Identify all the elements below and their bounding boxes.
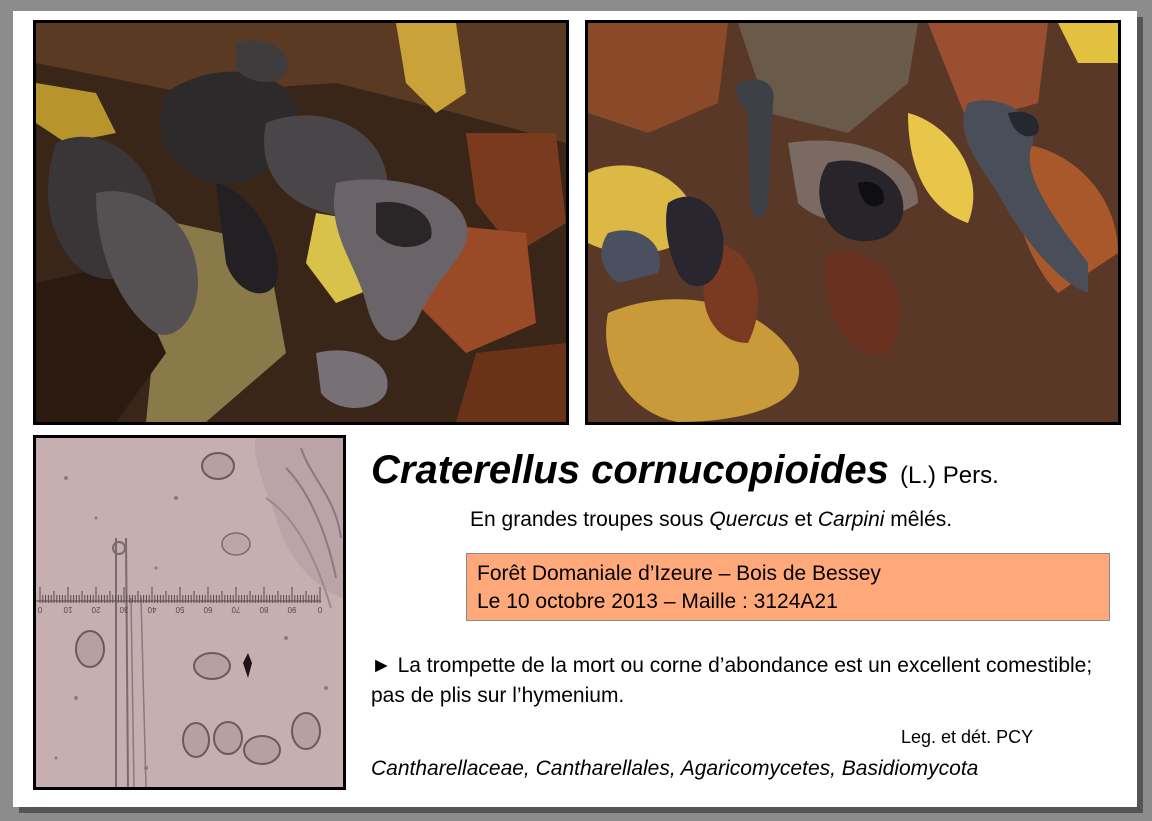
micrometer-label: 20 <box>91 605 101 614</box>
species-author: (L.) Pers. <box>900 462 999 489</box>
collector-credit: Leg. et dét. PCY <box>901 727 1034 747</box>
plate-sheet <box>13 11 1137 807</box>
micrometer-label: 30 <box>119 605 129 614</box>
micrometer-label: 80 <box>259 605 269 614</box>
habitat-photo-scattered <box>585 20 1121 425</box>
micrometer-label: 60 <box>203 605 213 614</box>
microscopy-photo <box>33 435 346 790</box>
cluster-photo-image <box>36 23 566 422</box>
micrometer-label: 50 <box>175 605 185 614</box>
location-date-grid: Le 10 octobre 2013 – Maille : 3124A21 <box>477 590 838 613</box>
micrometer-label: 0 <box>317 605 323 614</box>
habitat-prefix: En grandes troupes sous <box>470 508 710 531</box>
location-place: Forêt Domaniale d’Izeure – Bois de Bessey <box>477 562 881 585</box>
species-title <box>371 448 999 493</box>
microscopy-image <box>36 438 343 787</box>
micrometer-label: 90 <box>287 605 297 614</box>
location-box <box>466 553 1110 621</box>
habitat-photo-cluster <box>33 20 569 425</box>
scattered-photo-image <box>588 23 1118 422</box>
taxonomy-line: Cantharellaceae, Cantharellales, Agaricomycetes, Basidiomycota <box>371 757 979 780</box>
habitat-host-quercus: Quercus <box>709 508 789 531</box>
species-name: Craterellus cornucopioides <box>371 448 889 492</box>
micrometer-label: 40 <box>147 605 157 614</box>
habitat-middle: et <box>788 508 818 531</box>
description-note: ► La trompette de la mort ou corne d’abondance est un excellent comestible; pas de plis sur l’hymenium. <box>371 654 1093 707</box>
habitat-line <box>470 508 952 532</box>
micrometer-label: 70 <box>231 605 241 614</box>
habitat-host-carpini: Carpini <box>817 508 885 531</box>
habitat-suffix: mêlés. <box>884 508 953 531</box>
micrometer-label: 0 <box>37 605 43 614</box>
micrometer-label: 10 <box>63 605 73 614</box>
